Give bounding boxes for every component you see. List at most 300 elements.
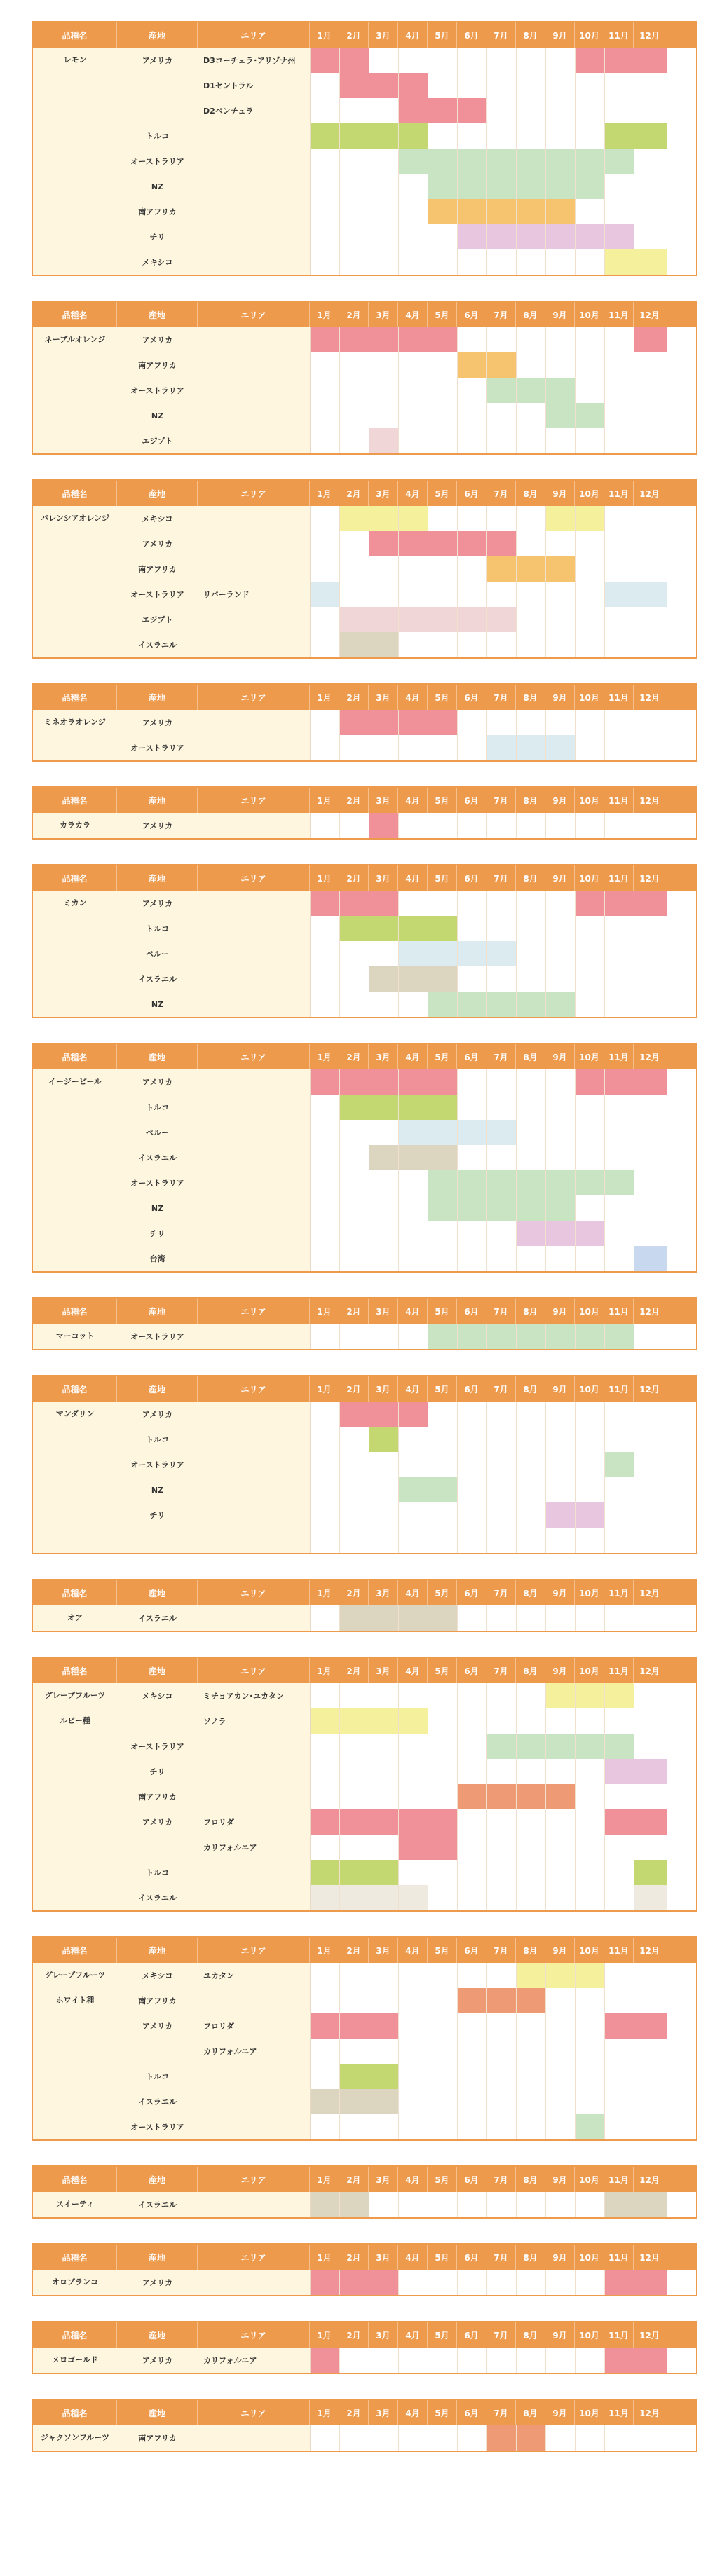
header-month: 6月 — [457, 2322, 486, 2348]
header-month: 8月 — [516, 2245, 545, 2270]
month-cell — [399, 1452, 428, 1477]
header-month: 9月 — [545, 481, 575, 506]
header-name: 品種名 — [33, 1658, 117, 1683]
header-month: 4月 — [398, 865, 428, 891]
header-origin: 産地 — [117, 865, 198, 891]
month-cell — [605, 2114, 634, 2139]
month-cell — [458, 249, 487, 275]
month-cell — [487, 1324, 517, 1349]
month-cell — [634, 2270, 667, 2295]
header-month: 2月 — [339, 1376, 369, 1402]
origin-row — [117, 1120, 310, 1145]
month-cell — [517, 1963, 546, 1988]
header-month: 1月 — [310, 788, 339, 813]
variety-cell — [33, 891, 117, 1017]
month-cell — [311, 403, 340, 428]
month-cell — [576, 916, 605, 941]
month-cell — [458, 1963, 487, 1988]
month-cell — [428, 249, 458, 275]
month-cell — [517, 1683, 546, 1708]
month-cell — [311, 1605, 340, 1631]
header-month: 9月 — [545, 2167, 575, 2192]
month-cell — [369, 531, 399, 556]
origin-label: トルコ — [146, 1103, 169, 1112]
header-month: 7月 — [486, 685, 516, 710]
month-cell — [487, 1402, 517, 1427]
header-origin: 産地 — [117, 1299, 198, 1324]
month-cell — [399, 1683, 428, 1708]
origin-row — [117, 632, 310, 657]
header-month: 12月 — [639, 795, 660, 806]
month-cell — [428, 735, 458, 760]
table-header — [33, 1938, 696, 1963]
month-cell — [399, 48, 428, 73]
month-cell — [487, 2039, 517, 2064]
month-cell — [428, 224, 458, 249]
month-cell — [546, 352, 576, 378]
month-cell — [546, 1477, 576, 1502]
header-month: 3月 — [369, 2400, 398, 2425]
origin-row — [117, 2270, 310, 2295]
month-cell — [340, 556, 369, 582]
variety-name: オア — [67, 1613, 83, 1622]
season-row — [311, 1195, 696, 1221]
header-month: 2月 — [339, 2322, 369, 2348]
month-cell — [634, 1145, 667, 1170]
header-area: エリア — [198, 1658, 310, 1683]
month-cell — [311, 582, 340, 607]
month-cell — [517, 966, 546, 992]
header-month: 8月 — [516, 22, 545, 48]
month-cell — [369, 1683, 399, 1708]
month-cell — [340, 224, 369, 249]
month-cell — [458, 2039, 487, 2064]
month-cell — [546, 941, 576, 966]
month-cell — [576, 1120, 605, 1145]
origin-label: ペルー — [146, 950, 169, 959]
header-month: 7月 — [486, 2167, 516, 2192]
month-cell — [605, 556, 634, 582]
month-cell — [487, 2425, 517, 2451]
header-origin: 産地 — [117, 685, 198, 710]
month-cell — [605, 506, 634, 531]
month-cell — [517, 531, 546, 556]
month-cell — [428, 1528, 458, 1553]
header-month: 6月 — [457, 481, 486, 506]
month-grid — [311, 48, 696, 275]
month-cell — [340, 1120, 369, 1145]
month-cell — [605, 98, 634, 123]
month-cell — [546, 2064, 576, 2089]
month-cell — [605, 149, 634, 174]
month-cell — [311, 531, 340, 556]
month-cell — [546, 1605, 576, 1631]
origin-row — [117, 1502, 310, 1528]
month-cell — [517, 1221, 546, 1246]
header-month: 4月 — [398, 1658, 428, 1683]
month-cell — [546, 632, 576, 657]
month-cell — [399, 916, 428, 941]
month-cell — [546, 2013, 576, 2039]
month-grid — [311, 813, 696, 838]
month-cell — [399, 1988, 428, 2013]
month-cell — [576, 1170, 605, 1195]
month-cell — [576, 2039, 605, 2064]
month-cell — [605, 1784, 634, 1809]
month-cell — [369, 1860, 399, 1885]
month-cell — [487, 1759, 517, 1784]
month-cell — [634, 2039, 667, 2064]
origin-area-column — [117, 2425, 310, 2451]
origin-label: トルコ — [146, 924, 169, 933]
month-cell — [605, 224, 634, 249]
month-cell — [605, 582, 634, 607]
month-cell — [517, 1427, 546, 1452]
variety-name: ミネオラオレンジ — [44, 718, 106, 727]
month-cell — [369, 1963, 399, 1988]
month-cell — [458, 98, 487, 123]
month-cell — [428, 941, 458, 966]
variety-name: グレープフルーツ — [44, 1691, 106, 1700]
header-area: エリア — [198, 1938, 310, 1963]
origin-row — [117, 1402, 310, 1427]
origin-row — [117, 1784, 310, 1809]
month-cell — [369, 2064, 399, 2089]
month-cell — [428, 1324, 458, 1349]
month-cell — [340, 1734, 369, 1759]
month-cell — [487, 224, 517, 249]
variety-cell — [33, 48, 117, 275]
origin-row — [117, 123, 310, 149]
month-cell — [311, 1145, 340, 1170]
month-cell — [576, 556, 605, 582]
month-cell — [605, 1683, 634, 1708]
month-cell — [340, 1427, 369, 1452]
header-origin: 産地 — [117, 1938, 198, 1963]
month-cell — [487, 2192, 517, 2217]
season-row — [311, 941, 696, 966]
month-cell — [428, 1963, 458, 1988]
origin-label: オーストラリア — [130, 1742, 184, 1751]
month-cell — [458, 149, 487, 174]
month-cell — [458, 2348, 487, 2373]
month-cell — [311, 352, 340, 378]
month-cell — [340, 1402, 369, 1427]
header-month: 5月 — [428, 22, 457, 48]
header-month: 1月 — [310, 2400, 339, 2425]
origin-row — [117, 1477, 310, 1502]
month-cell — [340, 2270, 369, 2295]
month-cell — [517, 199, 546, 224]
calendar-table — [32, 1297, 697, 1350]
header-month: 3月 — [369, 2167, 398, 2192]
month-cell — [546, 249, 576, 275]
month-cell — [369, 1502, 399, 1528]
header-month: 12月 — [639, 1306, 660, 1317]
month-cell — [576, 1452, 605, 1477]
month-cell — [517, 506, 546, 531]
month-cell — [634, 1885, 667, 1910]
header-month: 1月 — [310, 1938, 339, 1963]
month-cell — [340, 1759, 369, 1784]
month-cell — [369, 352, 399, 378]
month-cell — [369, 1452, 399, 1477]
month-cell — [399, 531, 428, 556]
origin-row — [117, 891, 310, 916]
header-area: エリア — [198, 865, 310, 891]
month-cell — [634, 378, 667, 403]
table-header — [33, 865, 696, 891]
month-cell — [369, 1069, 399, 1095]
header-origin: 産地 — [117, 22, 198, 48]
origin-row — [117, 1988, 310, 2013]
month-cell — [605, 1221, 634, 1246]
origin-label: NZ — [151, 181, 164, 191]
origin-row — [117, 149, 310, 174]
month-cell — [458, 1605, 487, 1631]
month-cell — [576, 632, 605, 657]
origin-row — [117, 327, 310, 352]
origin-row — [117, 1324, 310, 1349]
header-month: 1月 — [310, 2245, 339, 2270]
header-month: 5月 — [428, 1376, 457, 1402]
month-cell — [517, 428, 546, 453]
origin-row — [117, 2089, 310, 2114]
season-row — [311, 1860, 696, 1885]
month-cell — [458, 2013, 487, 2039]
header-month: 6月 — [457, 2167, 486, 2192]
month-cell — [340, 1145, 369, 1170]
origin-area-column — [117, 1963, 310, 2139]
season-row — [311, 48, 696, 73]
header-month: 2月 — [339, 481, 369, 506]
origin-label: イスラエル — [138, 1153, 177, 1163]
season-row — [311, 1246, 696, 1271]
month-cell — [546, 123, 576, 149]
season-row — [311, 1835, 696, 1860]
table-header — [33, 2167, 696, 2192]
header-month: 1月 — [310, 1299, 339, 1324]
season-row — [311, 556, 696, 582]
month-cell — [369, 916, 399, 941]
month-cell — [576, 1502, 605, 1528]
month-cell — [458, 710, 487, 735]
header-name: 品種名 — [33, 2322, 117, 2348]
month-cell — [546, 2089, 576, 2114]
month-cell — [399, 941, 428, 966]
table-gap — [0, 1273, 701, 1297]
month-cell — [517, 224, 546, 249]
origin-area-column — [117, 2270, 310, 2295]
origin-label: 南アフリカ — [138, 1793, 177, 1802]
month-cell — [428, 199, 458, 224]
season-row — [311, 992, 696, 1017]
month-cell — [517, 352, 546, 378]
month-cell — [428, 1120, 458, 1145]
month-cell — [428, 2064, 458, 2089]
month-cell — [605, 1708, 634, 1734]
origin-label: トルコ — [146, 1435, 169, 1444]
month-cell — [428, 2114, 458, 2139]
month-cell — [340, 506, 369, 531]
month-cell — [311, 1095, 340, 1120]
month-cell — [487, 1605, 517, 1631]
month-cell — [487, 1452, 517, 1477]
month-cell — [428, 1452, 458, 1477]
month-cell — [546, 1759, 576, 1784]
month-cell — [634, 199, 667, 224]
origin-label: オーストラリア — [130, 1460, 184, 1469]
month-cell — [487, 352, 517, 378]
month-cell — [428, 378, 458, 403]
month-cell — [399, 582, 428, 607]
header-month: 1月 — [310, 481, 339, 506]
season-row — [311, 1683, 696, 1708]
month-cell — [311, 1835, 340, 1860]
month-cell — [634, 916, 667, 941]
month-cell — [311, 1221, 340, 1246]
month-cell — [369, 1809, 399, 1835]
header-month: 1月 — [310, 302, 339, 327]
origin-label: アメリカ — [142, 718, 173, 727]
month-cell — [487, 2089, 517, 2114]
month-cell — [369, 1427, 399, 1452]
month-cell — [487, 1477, 517, 1502]
month-cell — [576, 428, 605, 453]
month-cell — [458, 1734, 487, 1759]
month-cell — [428, 1860, 458, 1885]
month-cell — [576, 352, 605, 378]
origin-label: アメリカ — [142, 1078, 173, 1087]
month-cell — [634, 403, 667, 428]
header-month: 6月 — [457, 685, 486, 710]
month-grid — [311, 1963, 696, 2139]
variety-cell — [33, 2192, 117, 2217]
origin-row — [117, 2013, 310, 2039]
month-cell — [458, 1988, 487, 2013]
header-month: 10月 — [575, 1299, 604, 1324]
origin-row — [117, 378, 310, 403]
season-row — [311, 149, 696, 174]
variety-cell — [33, 2425, 117, 2451]
header-month: 10月 — [575, 2167, 604, 2192]
month-cell — [428, 1095, 458, 1120]
month-cell — [340, 2114, 369, 2139]
month-cell — [458, 2064, 487, 2089]
month-cell — [576, 992, 605, 1017]
month-cell — [576, 710, 605, 735]
month-cell — [576, 1069, 605, 1095]
header-month: 10月 — [575, 1658, 604, 1683]
month-cell — [458, 966, 487, 992]
month-cell — [311, 2064, 340, 2089]
header-month: 12月 — [639, 692, 660, 703]
month-cell — [605, 2064, 634, 2089]
month-cell — [399, 1885, 428, 1910]
header-month: 11月 — [604, 1044, 634, 1069]
month-cell — [546, 327, 576, 352]
month-cell — [517, 1988, 546, 2013]
table-header — [33, 2245, 696, 2270]
month-cell — [340, 607, 369, 632]
origin-label: 南アフリカ — [138, 565, 177, 574]
season-row — [311, 249, 696, 275]
month-cell — [546, 2425, 576, 2451]
month-cell — [458, 1145, 487, 1170]
month-cell — [487, 1784, 517, 1809]
variety-name: メロゴールド — [52, 2355, 98, 2364]
month-cell — [546, 992, 576, 1017]
month-cell — [605, 378, 634, 403]
season-row — [311, 378, 696, 403]
month-cell — [517, 813, 546, 838]
month-cell — [634, 531, 667, 556]
month-cell — [369, 2348, 399, 2373]
month-cell — [369, 1195, 399, 1221]
month-cell — [605, 2425, 634, 2451]
month-cell — [311, 1170, 340, 1195]
month-cell — [458, 735, 487, 760]
header-origin: 産地 — [117, 1580, 198, 1605]
header-name: 品種名 — [33, 2167, 117, 2192]
month-cell — [428, 813, 458, 838]
month-cell — [369, 1885, 399, 1910]
season-row — [311, 966, 696, 992]
month-cell — [546, 1683, 576, 1708]
month-grid — [311, 1324, 696, 1349]
origin-label: メキシコ — [142, 1971, 173, 1980]
month-cell — [576, 1605, 605, 1631]
table-body — [33, 1963, 696, 2139]
calendar-table — [32, 683, 697, 762]
header-month: 4月 — [398, 2245, 428, 2270]
table-labels — [33, 48, 310, 275]
month-cell — [546, 2114, 576, 2139]
origin-area-column — [117, 506, 310, 657]
month-cell — [634, 2348, 667, 2373]
table-header — [33, 1658, 696, 1683]
table-labels — [33, 327, 310, 453]
month-cell — [517, 378, 546, 403]
month-cell — [311, 1120, 340, 1145]
month-cell — [487, 966, 517, 992]
month-cell — [546, 1963, 576, 1988]
season-row — [311, 1605, 696, 1631]
month-cell — [517, 2192, 546, 2217]
month-cell — [487, 582, 517, 607]
area-label: フロリダ — [203, 1818, 234, 1827]
header-area: エリア — [198, 1580, 310, 1605]
month-cell — [576, 1528, 605, 1553]
season-row — [311, 1427, 696, 1452]
header-month: 3月 — [369, 1938, 398, 1963]
month-cell — [458, 199, 487, 224]
header-month: 5月 — [428, 2167, 457, 2192]
table-labels — [33, 891, 310, 1017]
header-month: 12月 — [639, 488, 660, 499]
month-cell — [487, 1835, 517, 1860]
month-cell — [428, 1734, 458, 1759]
season-row — [311, 2064, 696, 2089]
month-cell — [487, 710, 517, 735]
header-month: 12月 — [639, 1945, 660, 1956]
season-row — [311, 1885, 696, 1910]
month-cell — [340, 2064, 369, 2089]
month-cell — [428, 2089, 458, 2114]
month-cell — [369, 73, 399, 98]
month-cell — [369, 428, 399, 453]
month-cell — [517, 73, 546, 98]
